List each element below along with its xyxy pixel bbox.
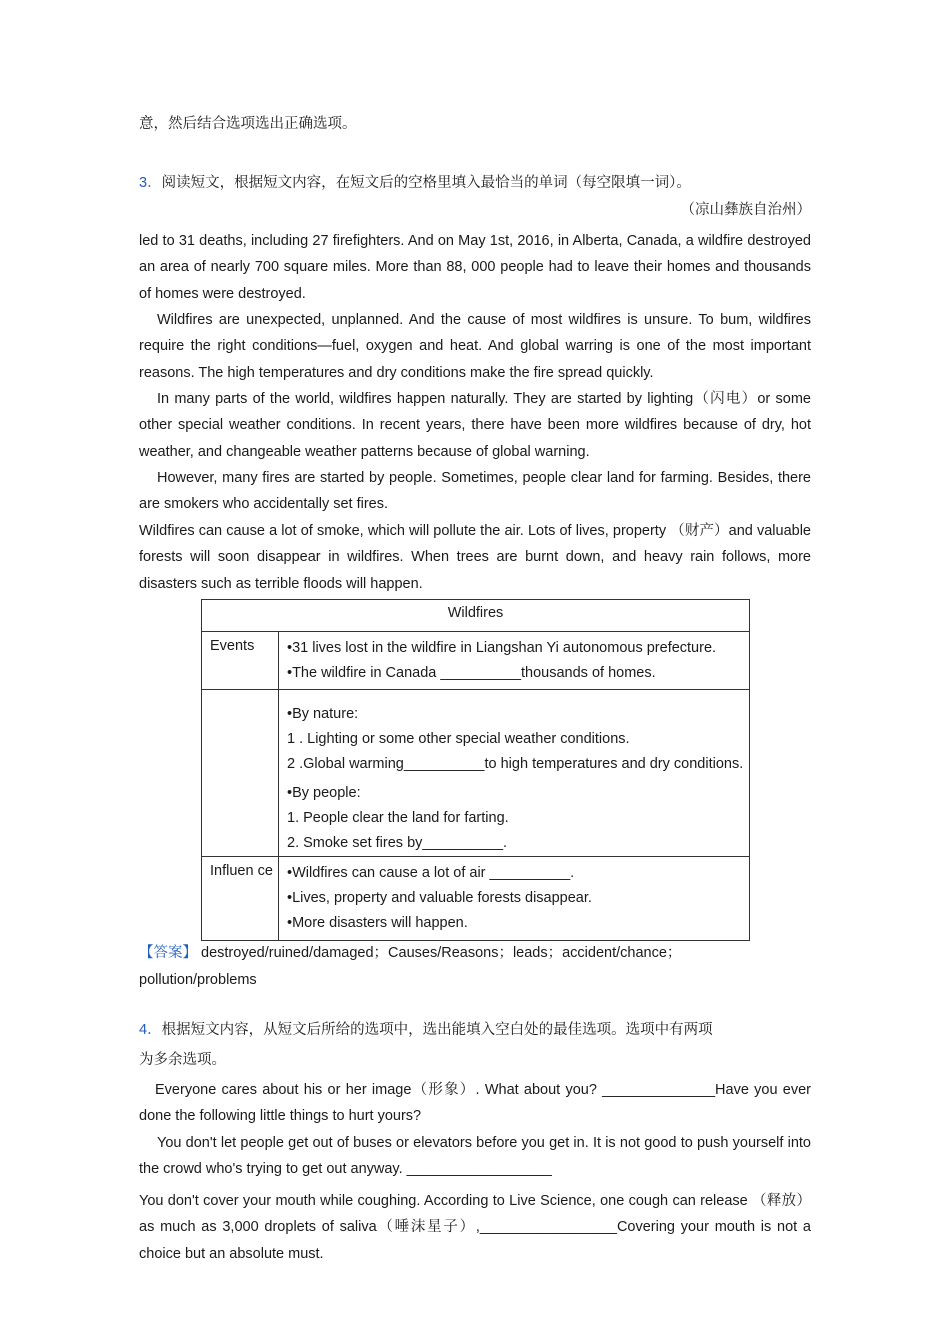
influence-label: Influen ce — [202, 857, 279, 941]
q4-instruction-line-1: 根据短文内容，从短文后所给的选项中，选出能填入空白处的最佳选项。选项中有两项 — [161, 1022, 713, 1038]
q4-heading: 4．根据短文内容，从短文后所给的选项中，选出能填入空白处的最佳选项。选项中有两项 — [139, 1022, 713, 1038]
q3-paragraph-2: Wildfires are unexpected, unplanned. And the cause of most wildfires is unsure. To bum, wildfires require the right conditions—fuel, oxygen and heat. And global warring is one of the most important reasons. The high temperatures and dry conditions make the fire spread quickly. — [139, 312, 811, 381]
q3-paragraph-1: led to 31 deaths, including 27 firefighters. And on May 1st, 2016, in Alberta, Canada, a wildfire destroyed an area of nearly 700 square miles. More than 88, 000 people had to leave their homes and thousands of homes were destroyed. — [139, 233, 811, 302]
people-item-1: 1. People clear the land for farting. — [287, 810, 509, 826]
influence-item-3: •More disasters will happen. — [287, 915, 468, 931]
intro-tail: 意，然后结合选项选出正确选项。 — [139, 116, 357, 132]
q3-heading: 3．阅读短文，根据短文内容，在短文后的空格里填入最恰当的单词（每空限填一词）。 — [139, 175, 691, 191]
answer-line-2: pollution/problems — [139, 972, 257, 988]
causes-cell — [279, 690, 750, 857]
people-item-2-blank[interactable]: 2. Smoke set fires by__________. — [287, 835, 508, 851]
events-label: Events — [202, 632, 279, 690]
q4-paragraph-2: You don't let people get out of buses or elevators before you get in. It is not good to push yourself into the crowd who's trying to get out anyway. __________________ — [139, 1135, 811, 1178]
events-item-1: •31 lives lost in the wildfire in Liangshan Yi autonomous prefecture. — [287, 640, 717, 656]
q3-paragraph-3: In many parts of the world, wildfires happen naturally. They are started by lighting（闪电）or some other special weather conditions. In recent years, there have been more wildfires because of dry, hot weather, and changeable weather patterns because of global warning. — [139, 391, 811, 460]
causes-label — [202, 690, 279, 857]
answer-label: 【答案】 — [139, 945, 197, 961]
by-nature-heading: •By nature: — [287, 706, 359, 722]
q3-paragraph-4: However, many fires are started by people. Sometimes, people clear land for farming. Besides, there are smokers who accidentally set fires. — [139, 470, 811, 513]
q3-instruction: 阅读短文，根据短文内容，在短文后的空格里填入最恰当的单词（每空限填一词）。 — [161, 175, 691, 191]
influence-cell — [279, 857, 750, 941]
influence-item-2: •Lives, property and valuable forests disappear. — [287, 890, 592, 906]
q3-source: （凉山彝族自治州） — [680, 202, 811, 218]
q3-number: 3 — [139, 175, 148, 191]
q4-instruction-line-2: 为多余选项。 — [139, 1052, 226, 1068]
q4-number: 4 — [139, 1022, 148, 1038]
nature-item-1: 1 . Lighting or some other special weather conditions. — [287, 731, 630, 747]
influence-item-1-blank[interactable]: •Wildfires can cause a lot of air __________. — [287, 865, 575, 881]
q4-paragraph-1: Everyone cares about his or her image（形象）. What about you? ______________Have you ever done the following little things to hurt yours? — [139, 1082, 811, 1125]
q3-answer — [139, 940, 811, 966]
events-cell — [279, 632, 750, 690]
table-title: Wildfires — [202, 600, 750, 632]
nature-item-2-blank[interactable]: 2 .Global warming__________to high temperatures and dry conditions. — [287, 756, 744, 772]
q4-paragraph-3: You don't cover your mouth while coughing. According to Live Science, one cough can release （释放） as much as 3,000 droplets of saliva（唾沫星子）,_________________Covering your mouth is not a choice but an absolute must. — [139, 1193, 811, 1262]
answer-line-1: destroyed/ruined/damaged；Causes/Reasons；leads；accident/chance； — [197, 945, 682, 961]
events-item-2-blank[interactable]: •The wildfire in Canada __________thousands of homes. — [287, 665, 656, 681]
q3-paragraph-5: Wildfires can cause a lot of smoke, which will pollute the air. Lots of lives, property （财产）and valuable forests will soon disappear in wildfires. When trees are burnt down, and heavy rain follows, more disasters such as terrible floods will happen. — [139, 523, 811, 592]
wildfires-table — [201, 599, 750, 941]
by-people-heading: •By people: — [287, 785, 361, 801]
